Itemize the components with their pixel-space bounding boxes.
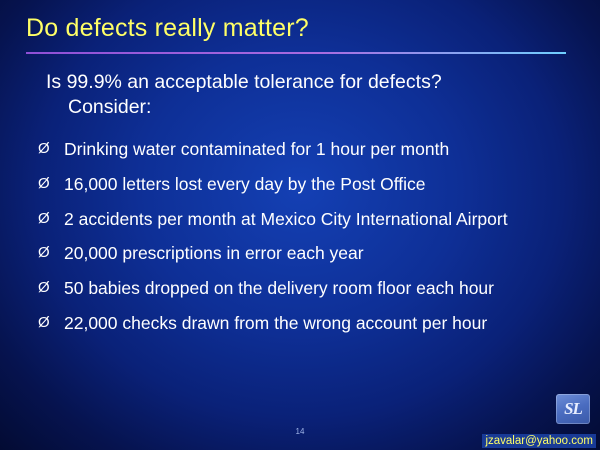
bullet-arrow-icon: Ø bbox=[38, 209, 50, 227]
list-item bbox=[38, 312, 578, 335]
lead-paragraph bbox=[46, 70, 566, 120]
list-item bbox=[38, 242, 578, 265]
list-item bbox=[38, 208, 578, 231]
list-item-label: Drinking water contaminated for 1 hour per month bbox=[64, 139, 450, 159]
page-title: Do defects really matter? bbox=[26, 14, 309, 42]
lead-line-1: Is 99.9% an acceptable tolerance for defects? bbox=[46, 71, 442, 93]
list-item-label: 50 babies dropped on the delivery room floor each hour bbox=[64, 278, 494, 298]
list-item-label: 2 accidents per month at Mexico City International Airport bbox=[64, 208, 508, 229]
list-item-label: 20,000 prescriptions in error each year bbox=[64, 243, 364, 264]
list-item bbox=[38, 277, 578, 300]
list-item bbox=[38, 173, 578, 196]
logo: SL bbox=[556, 394, 590, 424]
list-item-label: 22,000 checks drawn from the wrong account per hour bbox=[64, 312, 488, 333]
list-item bbox=[38, 138, 578, 161]
bullet-arrow-icon: Ø bbox=[38, 140, 50, 157]
bullet-arrow-icon: Ø bbox=[38, 244, 50, 262]
title-divider bbox=[26, 52, 566, 54]
page-number: 14 bbox=[295, 427, 305, 436]
bullet-arrow-icon: Ø bbox=[38, 279, 50, 296]
list-item-label: 16,000 letters lost every day by the Post Office bbox=[64, 173, 426, 194]
bullet-arrow-icon: Ø bbox=[38, 174, 50, 192]
email-link[interactable]: jzavalar@yahoo.com bbox=[482, 434, 596, 448]
bullet-list bbox=[38, 138, 578, 347]
bullet-arrow-icon: Ø bbox=[38, 313, 50, 331]
lead-line-2: Consider: bbox=[68, 95, 152, 118]
